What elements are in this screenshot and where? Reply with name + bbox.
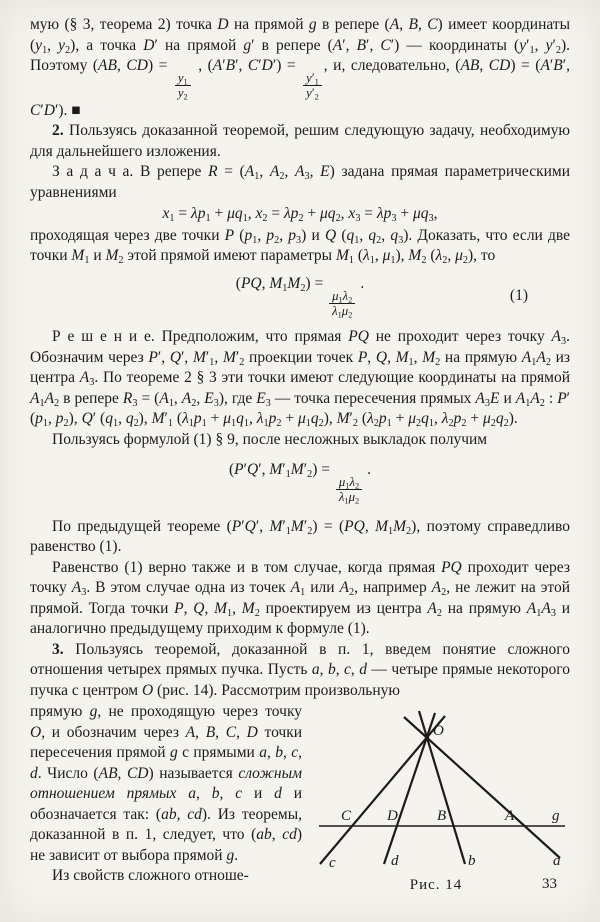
two-column-block xyxy=(30,702,570,896)
equation-parametric: $x_1 = \lambda p_1 + \mu q_1$, $x_2 = \lambda p_2 + \mu q_2$, $x_3 = \lambda p_3 + \mu q_3$, xyxy=(162,205,438,224)
formula-2-lhs: (P′Q′, $M'_1M'_2$) = xyxy=(228,461,330,480)
figure-14-drawing xyxy=(305,704,570,872)
paragraph-section-3: 3. Пользуясь теоремой, доказанной в п. 1, введем понятие сложного отношения четырех прямых пучка. Пусть a, b, c, d — четыре прямые некоторого пучка с центром O (рис. 14). Рассмотрим произвольную xyxy=(30,640,571,699)
figure-label-O: O xyxy=(433,723,444,739)
figure-label-b: b xyxy=(468,853,476,869)
formula-2-period: . xyxy=(367,461,372,478)
paragraph-section-2: 2. Пользуясь доказанной теоремой, решим следующую задачу, необходимую для дальнейшего изложения. xyxy=(30,122,570,160)
display-formula-2 xyxy=(30,460,570,505)
point-O-dot xyxy=(425,735,429,739)
formula-2-numerator: $\mu_1\lambda_2$ xyxy=(338,475,360,491)
formula-1-numerator: $\mu_1\lambda_2$ xyxy=(332,288,353,304)
figure-label-C: C xyxy=(341,808,352,824)
paragraph-problem-cont: проходящая через две точки P ($p_1$, $p_2$, $p_3$) и Q ($q_1$, $q_2$, $q_3$). Доказать, что если две точки $M_1$ и $M_2$ этой прямой имеют параметры $M_1$ ($\lambda_1$, $\mu_1$), $M_2$ ($\lambda_2$, $\mu_2$), то xyxy=(30,226,571,266)
figure-label-A: A xyxy=(505,808,515,824)
figure-label-B: B xyxy=(437,808,447,824)
paragraph-using-formula: Пользуясь формулой (1) § 9, после несложных выкладок получим xyxy=(52,430,488,448)
display-formula-1 xyxy=(30,274,570,319)
paragraph-cross-ratio-lines: прямую g, не проходящую через точку O, и обозначим через A, B, C, D точки пересечения прямой g с прямыми a, b, c, d. Число (AB, CD) называется сложным отношением прямых a, b, c и d и обозначается так: (ab, cd). Из теоремы, доказанной в п. 1, следует, что (ab, cd) не зависит от выбора прямой g. xyxy=(30,703,303,864)
figure-column xyxy=(302,702,570,896)
page-number: 33 xyxy=(542,876,557,892)
paragraph-theorem-end: мую (§ 3, теорема 2) точка D на прямой g в репере (A, B, C) имеет координаты ($y_1$, $y_2$), а точка D′ на прямой g′ в репере (A′, B′, C′) — координаты ($y'_1$, $y'_2$). Поэтому (AB, CD) = $\frac{y_1}{y_2}$ , (A′B′, C′D′) = $\frac{y'_1}{y'_2}$ , и, следовательно, (AB, CD) = (A′B′, C′D′). ■ xyxy=(30,16,571,119)
formula-2-denominator: $\lambda_1\mu_2$ xyxy=(336,489,362,504)
paragraph-problem: З а д а ч а. В репере $R = (A_1$, $A_2$, $A_3$, E) задана прямая параметрическими уравнениями xyxy=(30,163,571,201)
formula-2-fraction xyxy=(336,475,362,504)
paragraph-equality-case: Равенство (1) верно также и в том случае, когда прямая PQ проходит через точку $A_3$. В этом случае одна из точек $A_1$ или $A_2$, например $A_2$, не лежит на этой прямой. Тогда точки P, Q, $M_1$, $M_2$ проектируем из центра $A_2$ на прямую $A_1A_3$ и аналогично предыдущему приходим к формуле (1). xyxy=(30,558,571,637)
paragraph-solution: Р е ш е н и е. Предположим, что прямая PQ не проходит через точку $A_3$. Обозначим через P′, Q′, $M'_1$, $M'_2$ проекции точек P, Q, $M_1$, $M_2$ на прямую $A_1A_2$ из центра $A_3$. По теореме 2 § 3 эти точки имеют следующие координаты на прямой $A_1A_2$ в репере $R_3 = (A_1$, $A_2$, $E_3$), где $E_3$ — точка пересечения прямых $A_3E$ и $A_1A_2$ : P′ ($p_1$, $p_2$), Q′ ($q_1$, $q_2$), $M'_1$ ($\lambda_1p_1 + \mu_1q_1$, $\lambda_1p_2 + \mu_1q_2$), $M'_2$ ($\lambda_2p_1 + \mu_2q_1$, $\lambda_2p_2 + \mu_2q_2$). xyxy=(30,328,571,429)
formula-1-fraction xyxy=(329,289,355,318)
figure-label-a: a xyxy=(553,853,561,869)
figure-caption: Рис. 14 xyxy=(409,877,463,893)
figure-label-g: g xyxy=(552,808,560,824)
left-text-column xyxy=(30,702,302,896)
formula-1-denominator: $\lambda_1\mu_2$ xyxy=(329,303,355,318)
figure-label-d: d xyxy=(391,853,399,869)
paragraph-previous-theorem: По предыдущей теореме (P′Q′, $M'_1M'_2) = (PQ$, $M_1M_2$), поэтому справедливо равенство (1). xyxy=(30,517,571,555)
formula-1-lhs: (PQ, $M_1M_2$) = xyxy=(235,274,324,294)
formula-1-period: . xyxy=(360,274,365,292)
figure-label-c: c xyxy=(329,855,336,871)
figure-label-D: D xyxy=(387,808,398,824)
equation-number-1: (1) xyxy=(509,286,528,304)
paragraph-properties-start: Из свойств сложного отноше- xyxy=(52,867,249,884)
